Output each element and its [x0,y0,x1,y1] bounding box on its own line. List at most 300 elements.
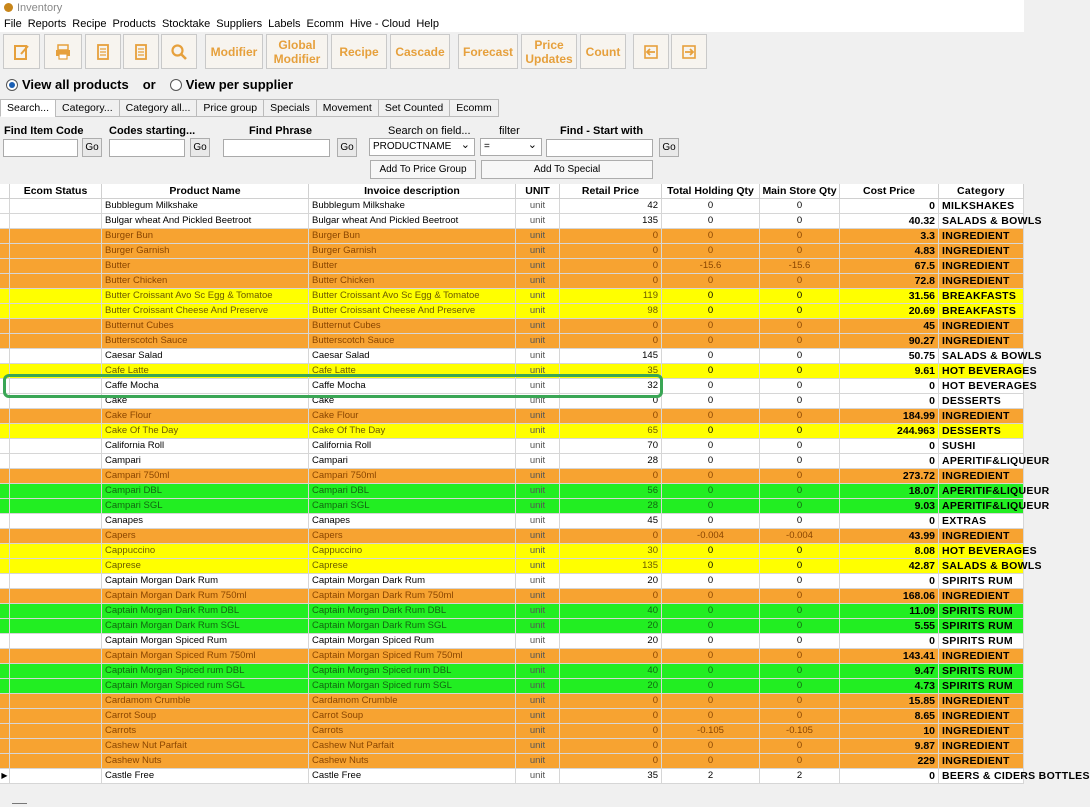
holding-qty-cell[interactable]: -15.6 [662,259,760,274]
row-selector[interactable] [0,724,10,739]
invoice-description-cell[interactable]: Captain Morgan Dark Rum 750ml [309,589,516,604]
invoice-description-cell[interactable]: Cashew Nut Parfait [309,739,516,754]
product-name-cell[interactable]: Castle Free [102,769,309,784]
main-store-qty-cell[interactable]: 0 [760,454,840,469]
invoice-description-cell[interactable]: Campari DBL [309,484,516,499]
main-store-qty-cell[interactable]: 0 [760,694,840,709]
table-row[interactable] [0,424,1024,439]
holding-qty-cell[interactable]: 0 [662,739,760,754]
holding-qty-cell[interactable]: -0.105 [662,724,760,739]
retail-price-cell[interactable]: 0 [560,724,662,739]
unit-cell[interactable]: unit [516,364,560,379]
cost-price-cell[interactable]: 20.69 [840,304,939,319]
invoice-description-cell[interactable]: Captain Morgan Spiced rum SGL [309,679,516,694]
invoice-description-cell[interactable]: Caffe Mocha [309,379,516,394]
invoice-description-cell[interactable]: Cashew Nuts [309,754,516,769]
invoice-description-cell[interactable]: Butter Chicken [309,274,516,289]
product-name-cell[interactable]: Capers [102,529,309,544]
cost-price-cell[interactable]: 244.963 [840,424,939,439]
table-row[interactable] [0,319,1024,334]
ecom-status-cell[interactable] [10,259,102,274]
col-product-name[interactable]: Product Name [102,184,309,199]
invoice-description-cell[interactable]: Cake Of The Day [309,424,516,439]
unit-cell[interactable]: unit [516,289,560,304]
retail-price-cell[interactable]: 0 [560,709,662,724]
ecom-status-cell[interactable] [10,649,102,664]
category-cell[interactable]: INGREDIENT [939,259,1024,274]
cost-price-cell[interactable]: 4.83 [840,244,939,259]
invoice-description-cell[interactable]: Carrot Soup [309,709,516,724]
cascade-button[interactable]: Cascade [390,34,450,69]
ecom-status-cell[interactable] [10,469,102,484]
category-cell[interactable]: INGREDIENT [939,649,1024,664]
ecom-status-cell[interactable] [10,334,102,349]
product-name-cell[interactable]: Captain Morgan Spiced Rum [102,634,309,649]
category-cell[interactable]: APERITIF&LIQUEUR [939,484,1024,499]
row-selector[interactable] [0,754,10,769]
unit-cell[interactable]: unit [516,604,560,619]
table-row[interactable] [0,514,1024,529]
tab-specials[interactable]: Specials [263,99,317,117]
product-name-cell[interactable]: Captain Morgan Spiced Rum 750ml [102,649,309,664]
unit-cell[interactable]: unit [516,484,560,499]
main-store-qty-cell[interactable]: 0 [760,274,840,289]
product-name-cell[interactable]: Caffe Mocha [102,379,309,394]
ecom-status-cell[interactable] [10,394,102,409]
retail-price-cell[interactable]: 20 [560,634,662,649]
menu-labels[interactable]: Labels [268,17,301,30]
category-cell[interactable]: INGREDIENT [939,754,1024,769]
unit-cell[interactable]: unit [516,634,560,649]
table-row[interactable] [0,379,1037,394]
ecom-status-cell[interactable] [10,724,102,739]
category-cell[interactable]: SPIRITS RUM [939,619,1024,634]
find-phrase-go-button[interactable]: Go [337,138,357,157]
unit-cell[interactable]: unit [516,769,560,784]
row-selector[interactable] [0,634,10,649]
row-selector[interactable] [0,664,10,679]
category-cell[interactable]: HOT BEVERAGES [939,379,1024,394]
category-cell[interactable]: EXTRAS [939,514,1024,529]
item-code-input[interactable] [3,139,78,157]
product-name-cell[interactable]: Cardamom Crumble [102,694,309,709]
retail-price-cell[interactable]: 70 [560,439,662,454]
ecom-status-cell[interactable] [10,559,102,574]
row-selector[interactable] [0,394,10,409]
category-cell[interactable]: BREAKFASTS [939,304,1024,319]
product-name-cell[interactable]: Carrots [102,724,309,739]
unit-cell[interactable]: unit [516,544,560,559]
row-selector[interactable] [0,409,10,424]
invoice-description-cell[interactable]: Butter Croissant Avo Sc Egg & Tomatoe [309,289,516,304]
product-name-cell[interactable]: Burger Garnish [102,244,309,259]
ecom-status-cell[interactable] [10,304,102,319]
holding-qty-cell[interactable]: 0 [662,664,760,679]
invoice-description-cell[interactable]: Capers [309,529,516,544]
cost-price-cell[interactable]: 0 [840,454,939,469]
add-to-special-button[interactable]: Add To Special [481,160,653,179]
ecom-status-cell[interactable] [10,694,102,709]
main-store-qty-cell[interactable]: 0 [760,334,840,349]
cost-price-cell[interactable]: 168.06 [840,589,939,604]
retail-price-cell[interactable]: 0 [560,244,662,259]
import-button[interactable] [633,34,669,69]
invoice-description-cell[interactable]: Butter Croissant Cheese And Preserve [309,304,516,319]
edit-button[interactable] [3,34,40,69]
holding-qty-cell[interactable]: 0 [662,754,760,769]
invoice-description-cell[interactable]: Campari 750ml [309,469,516,484]
row-selector[interactable] [0,244,10,259]
cost-price-cell[interactable]: 0 [840,199,939,214]
product-name-cell[interactable]: Bubblegum Milkshake [102,199,309,214]
product-name-cell[interactable]: Captain Morgan Dark Rum DBL [102,604,309,619]
export-button[interactable] [671,34,707,69]
invoice-description-cell[interactable]: Cardamom Crumble [309,694,516,709]
retail-price-cell[interactable]: 32 [560,379,662,394]
retail-price-cell[interactable]: 65 [560,424,662,439]
print-button[interactable] [44,34,82,69]
modifier-button[interactable]: Modifier [205,34,263,69]
holding-qty-cell[interactable]: 0 [662,319,760,334]
table-row[interactable] [0,199,1024,214]
category-cell[interactable]: INGREDIENT [939,529,1024,544]
ecom-status-cell[interactable] [10,199,102,214]
ecom-status-cell[interactable] [10,604,102,619]
retail-price-cell[interactable]: 0 [560,409,662,424]
table-row[interactable] [0,739,1024,754]
category-cell[interactable]: INGREDIENT [939,319,1024,334]
table-row[interactable] [0,604,1024,619]
table-row[interactable] [0,334,1024,349]
unit-cell[interactable]: unit [516,589,560,604]
retail-price-cell[interactable]: 20 [560,679,662,694]
ecom-status-cell[interactable] [10,214,102,229]
product-name-cell[interactable]: Captain Morgan Dark Rum SGL [102,619,309,634]
row-selector[interactable] [0,349,10,364]
price-updates-button[interactable]: Price Updates [521,34,577,69]
retail-price-cell[interactable]: 145 [560,349,662,364]
table-row[interactable] [0,754,1024,769]
retail-price-cell[interactable]: 119 [560,289,662,304]
category-cell[interactable]: INGREDIENT [939,274,1024,289]
ecom-status-cell[interactable] [10,349,102,364]
category-cell[interactable]: SALADS & BOWLS [939,214,1024,229]
ecom-status-cell[interactable] [10,529,102,544]
retail-price-cell[interactable]: 0 [560,529,662,544]
main-store-qty-cell[interactable]: 0 [760,229,840,244]
invoice-description-cell[interactable]: Carrots [309,724,516,739]
holding-qty-cell[interactable]: 0 [662,409,760,424]
row-selector[interactable] [0,529,10,544]
table-row[interactable] [0,544,1037,559]
retail-price-cell[interactable]: 42 [560,199,662,214]
category-cell[interactable]: SPIRITS RUM [939,574,1024,589]
holding-qty-cell[interactable]: 0 [662,544,760,559]
tab-category[interactable]: Category... [55,99,120,117]
ecom-status-cell[interactable] [10,664,102,679]
main-store-qty-cell[interactable]: -0.105 [760,724,840,739]
table-row[interactable] [0,679,1024,694]
menu-recipe[interactable]: Recipe [72,17,107,30]
table-row[interactable] [0,589,1024,604]
category-cell[interactable]: HOT BEVERAGES [939,544,1024,559]
retail-price-cell[interactable]: 35 [560,769,662,784]
invoice-description-cell[interactable]: Butterscotch Sauce [309,334,516,349]
invoice-description-cell[interactable]: Cafe Latte [309,364,516,379]
retail-price-cell[interactable]: 0 [560,334,662,349]
row-selector[interactable] [0,589,10,604]
col-main-store-qty[interactable]: Main Store Qty [760,184,840,199]
retail-price-cell[interactable]: 40 [560,604,662,619]
main-store-qty-cell[interactable]: 0 [760,379,840,394]
recipe-button[interactable]: Recipe [331,34,387,69]
product-name-cell[interactable]: Captain Morgan Spiced rum DBL [102,664,309,679]
retail-price-cell[interactable]: 28 [560,454,662,469]
retail-price-cell[interactable]: 0 [560,739,662,754]
holding-qty-cell[interactable]: -0.004 [662,529,760,544]
view-all-radio[interactable] [6,79,18,91]
menu-products[interactable]: Products [112,17,156,30]
menu-hive-cloud[interactable]: Hive - Cloud [349,17,411,30]
menu-file[interactable]: File [4,17,22,30]
invoice-description-cell[interactable]: Captain Morgan Dark Rum DBL [309,604,516,619]
ecom-status-cell[interactable] [10,454,102,469]
ecom-status-cell[interactable] [10,244,102,259]
search-field-select[interactable]: PRODUCTNAME ⌄ [369,138,475,156]
category-cell[interactable]: INGREDIENT [939,244,1024,259]
cost-price-cell[interactable]: 9.03 [840,499,939,514]
menu-suppliers[interactable]: Suppliers [216,17,263,30]
invoice-description-cell[interactable]: Cake [309,394,516,409]
holding-qty-cell[interactable]: 0 [662,289,760,304]
product-name-cell[interactable]: Burger Bun [102,229,309,244]
cost-price-cell[interactable]: 15.85 [840,694,939,709]
col-ecom-status[interactable]: Ecom Status [10,184,102,199]
table-row[interactable] [0,439,1024,454]
cost-price-cell[interactable]: 10 [840,724,939,739]
tab-movement[interactable]: Movement [316,99,379,117]
retail-price-cell[interactable]: 40 [560,664,662,679]
cost-price-cell[interactable]: 3.3 [840,229,939,244]
col-cost-price[interactable]: Cost Price [840,184,939,199]
unit-cell[interactable]: unit [516,439,560,454]
row-selector[interactable] [0,604,10,619]
product-name-cell[interactable]: Canapes [102,514,309,529]
table-row[interactable] [0,559,1042,574]
cost-price-cell[interactable]: 0 [840,379,939,394]
invoice-description-cell[interactable]: Burger Garnish [309,244,516,259]
cost-price-cell[interactable]: 11.09 [840,604,939,619]
table-row[interactable] [0,289,1024,304]
holding-qty-cell[interactable]: 0 [662,679,760,694]
holding-qty-cell[interactable]: 0 [662,349,760,364]
main-store-qty-cell[interactable]: 0 [760,199,840,214]
main-store-qty-cell[interactable]: 0 [760,319,840,334]
category-cell[interactable]: SUSHI [939,439,1024,454]
table-row[interactable] [0,619,1024,634]
category-cell[interactable]: INGREDIENT [939,409,1024,424]
row-selector[interactable] [0,574,10,589]
row-selector[interactable] [0,199,10,214]
row-selector[interactable] [0,439,10,454]
start-with-input[interactable] [546,139,653,157]
table-row[interactable] [0,454,1050,469]
tab-category-all[interactable]: Category all... [119,99,198,117]
invoice-description-cell[interactable]: Cake Flour [309,409,516,424]
document-button[interactable] [85,34,121,69]
unit-cell[interactable]: unit [516,199,560,214]
table-row[interactable] [0,349,1042,364]
main-store-qty-cell[interactable]: 0 [760,289,840,304]
cost-price-cell[interactable]: 4.73 [840,679,939,694]
ecom-status-cell[interactable] [10,514,102,529]
ecom-status-cell[interactable] [10,379,102,394]
main-store-qty-cell[interactable]: -15.6 [760,259,840,274]
holding-qty-cell[interactable]: 0 [662,274,760,289]
holding-qty-cell[interactable]: 0 [662,619,760,634]
table-row[interactable] [0,304,1024,319]
ecom-status-cell[interactable] [10,319,102,334]
unit-cell[interactable]: unit [516,349,560,364]
invoice-description-cell[interactable]: Bubblegum Milkshake [309,199,516,214]
category-cell[interactable]: INGREDIENT [939,694,1024,709]
category-cell[interactable]: APERITIF&LIQUEUR [939,454,1024,469]
ecom-status-cell[interactable] [10,364,102,379]
main-store-qty-cell[interactable]: 0 [760,394,840,409]
retail-price-cell[interactable]: 0 [560,589,662,604]
product-name-cell[interactable]: Captain Morgan Spiced rum SGL [102,679,309,694]
category-cell[interactable]: INGREDIENT [939,469,1024,484]
invoice-description-cell[interactable]: Caesar Salad [309,349,516,364]
main-store-qty-cell[interactable]: 0 [760,739,840,754]
retail-price-cell[interactable]: 35 [560,364,662,379]
cost-price-cell[interactable]: 40.32 [840,214,939,229]
row-selector[interactable] [0,649,10,664]
product-name-cell[interactable]: Captain Morgan Dark Rum 750ml [102,589,309,604]
product-name-cell[interactable]: Cashew Nut Parfait [102,739,309,754]
main-store-qty-cell[interactable]: 0 [760,214,840,229]
cost-price-cell[interactable]: 229 [840,754,939,769]
main-store-qty-cell[interactable]: 0 [760,559,840,574]
holding-qty-cell[interactable]: 0 [662,244,760,259]
item-code-go-button[interactable]: Go [82,138,102,157]
main-store-qty-cell[interactable]: -0.004 [760,529,840,544]
retail-price-cell[interactable]: 135 [560,214,662,229]
table-row[interactable] [0,469,1024,484]
main-store-qty-cell[interactable]: 0 [760,364,840,379]
category-cell[interactable]: DESSERTS [939,394,1024,409]
unit-cell[interactable]: unit [516,334,560,349]
main-store-qty-cell[interactable]: 0 [760,424,840,439]
cost-price-cell[interactable]: 43.99 [840,529,939,544]
product-name-cell[interactable]: Campari SGL [102,499,309,514]
table-row[interactable] [0,769,1090,784]
holding-qty-cell[interactable]: 0 [662,214,760,229]
forecast-button[interactable]: Forecast [458,34,518,69]
holding-qty-cell[interactable]: 0 [662,574,760,589]
category-cell[interactable]: SPIRITS RUM [939,604,1024,619]
table-row[interactable] [0,529,1024,544]
col-retail-price[interactable]: Retail Price [560,184,662,199]
unit-cell[interactable]: unit [516,304,560,319]
product-name-cell[interactable]: Caprese [102,559,309,574]
retail-price-cell[interactable]: 0 [560,229,662,244]
retail-price-cell[interactable]: 56 [560,484,662,499]
table-row[interactable] [0,274,1024,289]
col-category[interactable]: Category [939,184,1024,199]
cost-price-cell[interactable]: 143.41 [840,649,939,664]
retail-price-cell[interactable]: 0 [560,394,662,409]
invoice-description-cell[interactable]: Captain Morgan Dark Rum SGL [309,619,516,634]
add-to-price-group-button[interactable]: Add To Price Group [370,160,476,179]
row-selector[interactable] [0,619,10,634]
row-selector[interactable] [0,259,10,274]
cost-price-cell[interactable]: 72.8 [840,274,939,289]
holding-qty-cell[interactable]: 0 [662,229,760,244]
unit-cell[interactable]: unit [516,724,560,739]
invoice-description-cell[interactable]: Butter [309,259,516,274]
product-name-cell[interactable]: Bulgar wheat And Pickled Beetroot [102,214,309,229]
holding-qty-cell[interactable]: 0 [662,589,760,604]
category-cell[interactable]: INGREDIENT [939,709,1024,724]
category-cell[interactable]: BREAKFASTS [939,289,1024,304]
menu-stocktake[interactable]: Stocktake [161,17,211,30]
unit-cell[interactable]: unit [516,754,560,769]
main-store-qty-cell[interactable]: 2 [760,769,840,784]
row-selector[interactable] [0,544,10,559]
row-selector[interactable] [0,469,10,484]
row-selector[interactable] [0,304,10,319]
row-selector[interactable] [0,214,10,229]
main-store-qty-cell[interactable]: 0 [760,499,840,514]
col-unit[interactable]: UNIT [516,184,560,199]
category-cell[interactable]: SPIRITS RUM [939,634,1024,649]
main-store-qty-cell[interactable]: 0 [760,754,840,769]
table-row[interactable] [0,574,1024,589]
retail-price-cell[interactable]: 135 [560,559,662,574]
ecom-status-cell[interactable] [10,409,102,424]
category-cell[interactable]: HOT BEVERAGES [939,364,1024,379]
table-row[interactable] [0,724,1024,739]
main-store-qty-cell[interactable]: 0 [760,634,840,649]
cost-price-cell[interactable]: 0 [840,394,939,409]
search-button[interactable] [161,34,197,69]
ecom-status-cell[interactable] [10,619,102,634]
cost-price-cell[interactable]: 0 [840,439,939,454]
product-name-cell[interactable]: Cappuccino [102,544,309,559]
table-row[interactable] [0,484,1050,499]
ecom-status-cell[interactable] [10,634,102,649]
cost-price-cell[interactable]: 0 [840,634,939,649]
unit-cell[interactable]: unit [516,694,560,709]
ecom-status-cell[interactable] [10,229,102,244]
table-row[interactable] [0,634,1024,649]
row-selector[interactable] [0,694,10,709]
ecom-status-cell[interactable] [10,544,102,559]
row-selector[interactable] [0,514,10,529]
unit-cell[interactable]: unit [516,394,560,409]
unit-cell[interactable]: unit [516,709,560,724]
retail-price-cell[interactable]: 0 [560,274,662,289]
cost-price-cell[interactable]: 42.87 [840,559,939,574]
product-name-cell[interactable]: Butter [102,259,309,274]
cost-price-cell[interactable]: 67.5 [840,259,939,274]
holding-qty-cell[interactable]: 0 [662,709,760,724]
main-store-qty-cell[interactable]: 0 [760,469,840,484]
main-store-qty-cell[interactable]: 0 [760,574,840,589]
row-selector[interactable] [0,319,10,334]
main-store-qty-cell[interactable]: 0 [760,664,840,679]
